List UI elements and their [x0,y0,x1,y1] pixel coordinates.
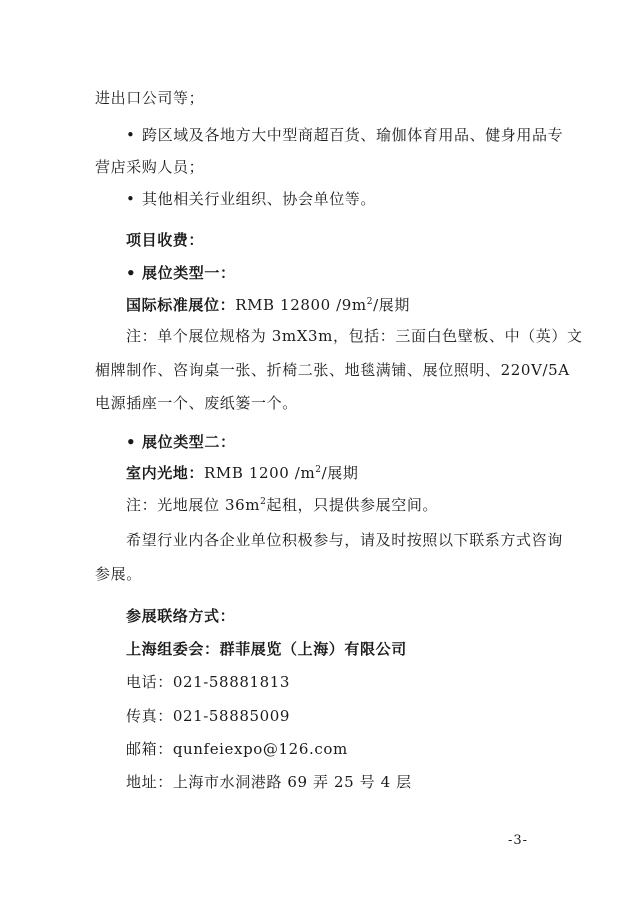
note1-line: 电源插座一个、废纸篓一个。 [95,394,298,412]
superscript: 2 [315,465,322,475]
address-label: 地址： [126,773,173,791]
bullet-item-buyers [126,125,586,145]
superscript: 2 [366,297,374,307]
text-line: 营店采购人员； [95,158,205,176]
note2-text: 起租，只提供参展空间。 [266,496,439,514]
invitation-line: 希望行业内各企业单位积极参与，请及时按照以下联系方式咨询 [126,531,563,549]
page-number: -3- [508,833,529,848]
address-line [126,772,586,792]
bullet-icon: • [126,264,137,282]
bullet-item-orgs [126,189,586,209]
phone-label: 电话： [126,673,173,691]
email-value: qunfeiexpo@126.com [172,740,348,758]
price-value: RMB 12800 /9m [235,296,367,314]
fax-line [126,706,586,726]
price-suffix: /展期 [373,296,410,314]
note2-text: 注：光地展位 36m [126,496,261,514]
price-label: 室内光地： [126,464,205,482]
note1-line: 楣牌制作、咨询桌一张、折椅二张、地毯满铺、展位照明、220V/5A [95,361,570,379]
bullet-icon: • [126,190,136,208]
heading-text: 展位类型二： [142,433,236,451]
fee-heading: 项目收费： [126,231,205,249]
note1-line: 注：单个展位规格为 3mX3m，包括：三面白色壁板、中（英）文 [126,327,583,345]
price-label: 国际标准展位： [126,296,236,314]
price-suffix: /展期 [321,464,359,482]
bullet-text: 跨区域及各地方大中型商超百货、瑜伽体育用品、健身用品专 [142,126,564,144]
organizer-label: 上海组委会： [126,640,220,658]
fax-label: 传真： [126,707,173,725]
contact-heading: 参展联络方式： [126,607,236,625]
bullet-text: 其他相关行业组织、协会单位等。 [142,190,377,208]
address-value: 上海市水洞港路 69 弄 25 号 4 层 [172,773,412,791]
booth-type1-price [126,295,586,315]
organizer-line [126,639,586,659]
heading-text: 展位类型一： [142,264,236,282]
organizer-name: 群菲展览（上海）有限公司 [219,640,407,658]
booth-type2-price [126,463,586,483]
bullet-icon: • [126,433,137,451]
phone-value: 021-58881813 [172,673,291,691]
superscript: 2 [260,497,267,507]
invitation-line: 参展。 [95,565,142,583]
price-value: RMB 1200 /m [204,464,316,482]
booth-type2-heading [126,432,586,452]
text-line: 进出口公司等； [95,89,205,107]
note2-line [126,495,586,515]
bullet-icon: • [126,126,136,144]
email-line [126,739,586,759]
fax-value: 021-58885009 [172,707,291,725]
phone-line [126,672,586,692]
email-label: 邮箱： [126,740,173,758]
booth-type1-heading [126,263,586,283]
